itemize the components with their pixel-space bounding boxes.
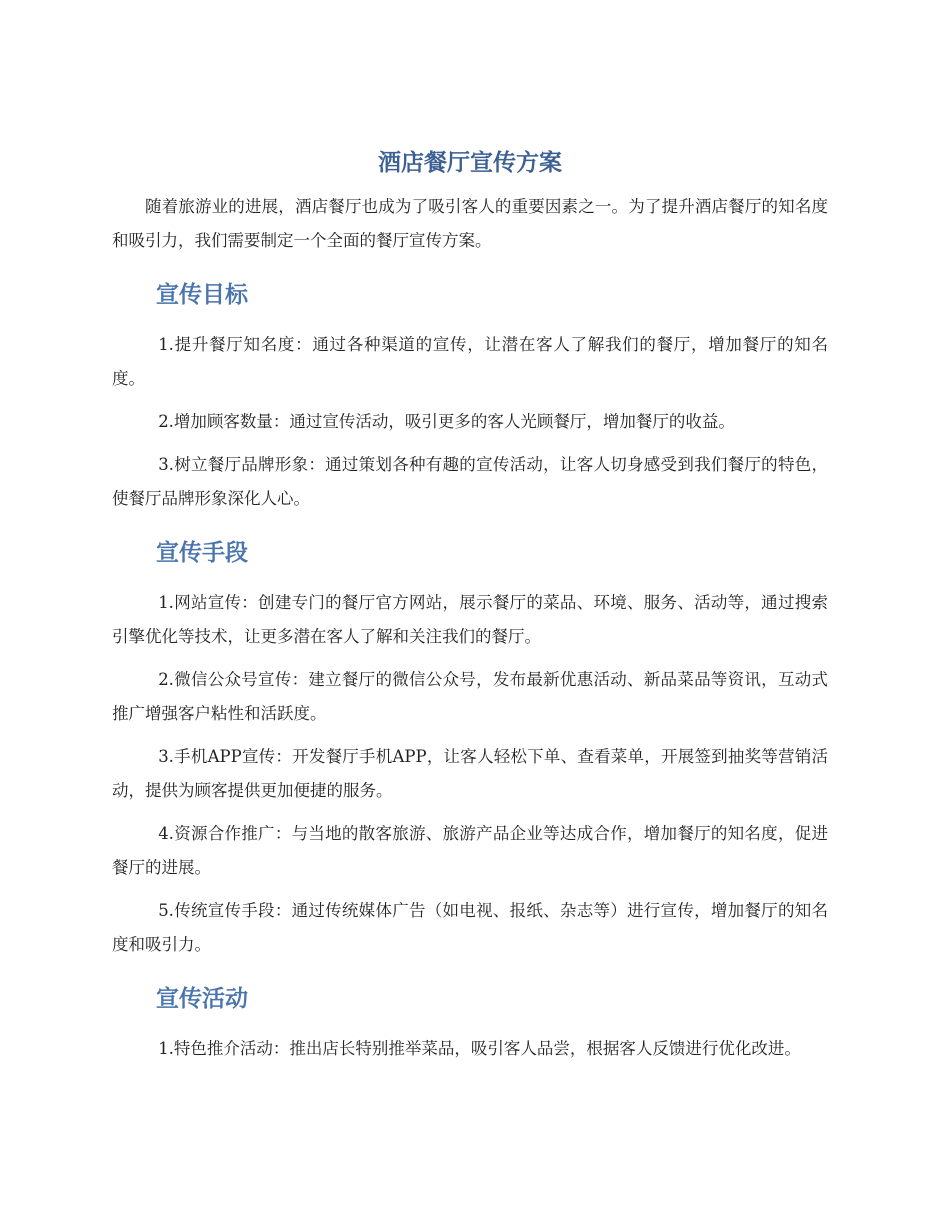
section-methods — [112, 538, 828, 962]
section-goals — [112, 280, 828, 516]
goal-item-2: 2.增加顾客数量：通过宣传活动，吸引更多的客人光顾餐厅，增加餐厅的收益。 — [158, 412, 735, 431]
method-item-3: 3.手机APP宣传：开发餐厅手机APP，让客人轻松下单、查看菜单，开展签到抽奖等营销活动，提供为顾客提供更加便捷的服务。 — [112, 747, 828, 800]
document-page — [112, 148, 828, 1075]
section-heading-methods: 宣传手段 — [156, 540, 248, 566]
method-item-1: 1.网站宣传：创建专门的餐厅官方网站，展示餐厅的菜品、环境、服务、活动等，通过搜索引擎优化等技术，让更多潜在客人了解和关注我们的餐厅。 — [112, 593, 828, 646]
section-activities — [112, 984, 828, 1066]
method-item-5: 5.传统宣传手段：通过传统媒体广告（如电视、报纸、杂志等）进行宣传，增加餐厅的知名度和吸引力。 — [112, 901, 828, 954]
goal-item-3: 3.树立餐厅品牌形象：通过策划各种有趣的宣传活动，让客人切身感受到我们餐厅的特色，使餐厅品牌形象深化人心。 — [112, 455, 828, 508]
method-item-2: 2.微信公众号宣传：建立餐厅的微信公众号，发布最新优惠活动、新品菜品等资讯，互动式推广增强客户粘性和活跃度。 — [112, 670, 828, 723]
goal-item-1: 1.提升餐厅知名度：通过各种渠道的宣传，让潜在客人了解我们的餐厅，增加餐厅的知名度。 — [112, 335, 828, 388]
document-title: 酒店餐厅宣传方案 — [378, 150, 562, 176]
section-heading-activities: 宣传活动 — [156, 986, 248, 1012]
section-heading-goals: 宣传目标 — [156, 282, 248, 308]
activity-item-1: 1.特色推介活动：推出店长特别推举菜品，吸引客人品尝，根据客人反馈进行优化改进。 — [158, 1039, 801, 1058]
intro-paragraph: 随着旅游业的进展，酒店餐厅也成为了吸引客人的重要因素之一。为了提升酒店餐厅的知名度和吸引力，我们需要制定一个全面的餐厅宣传方案。 — [112, 197, 828, 250]
method-item-4: 4.资源合作推广：与当地的散客旅游、旅游产品企业等达成合作，增加餐厅的知名度，促进餐厅的进展。 — [112, 824, 828, 877]
